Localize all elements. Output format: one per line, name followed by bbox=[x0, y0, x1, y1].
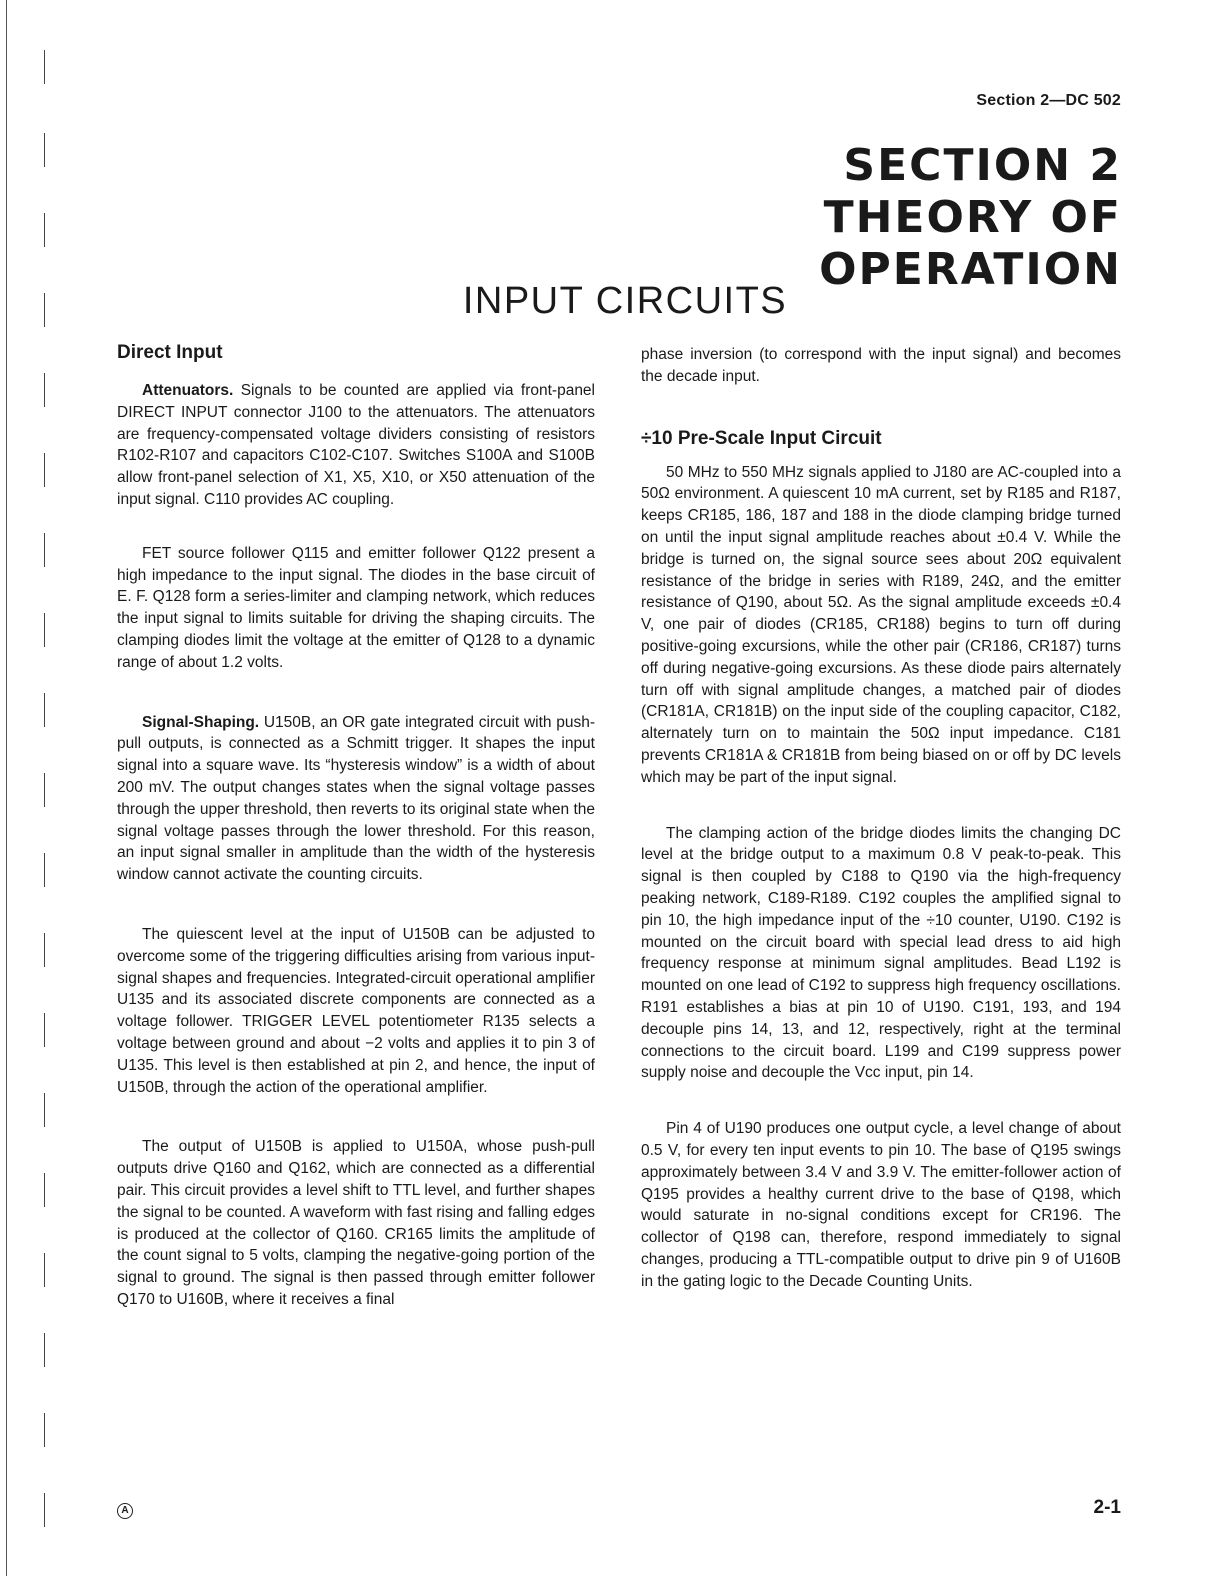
binding-tick bbox=[44, 933, 45, 967]
paragraph: Pin 4 of U190 produces one output cycle, a level change of about 0.5 V, for every ten input events to pin 10. The base of Q195 swings approximately between 3.4 V and 3.9 V. The emitter-follower action of Q195 provides a healthy current drive to the base of Q198, which would saturate in no-signal conditions except for CR196. The collector of Q198 can, therefore, respond immediately to signal changes, producing a TTL-compatible output to drive pin 9 of U160B in the gating logic to the Decade Counting Units. bbox=[641, 1120, 1121, 1290]
section-title bbox=[819, 140, 1122, 296]
binding-tick bbox=[44, 1093, 45, 1127]
right-column bbox=[641, 344, 1121, 1292]
paragraph: The clamping action of the bridge diodes limits the changing DC level at the bridge output to a maximum 0.8 V peak-to-peak. This signal is then coupled by C188 to Q190 via the high-frequency peaking network, C189-R189. C192 couples the amplified signal to pin 10, the high impedance input of the ÷10 counter, U190. C192 is mounted on the circuit board with special lead dress to aid high frequency response at minimum signal amplitudes. Bead L192 is mounted on one lead of C192 to suppress high frequency oscillations. R191 establishes a bias at pin 10 of U190. C191, 193, and 194 decouple pins 14, 13, and 12, respectively, right at the terminal connections to the circuit board. L199 and C199 suppress power supply noise and decouple the Vcc input, pin 14. bbox=[641, 824, 1121, 1082]
publisher-mark: A bbox=[117, 1503, 133, 1519]
paragraph bbox=[117, 712, 595, 886]
left-column bbox=[117, 340, 595, 1311]
binding-tick bbox=[44, 773, 45, 807]
binding-tick bbox=[44, 853, 45, 887]
paragraph bbox=[117, 924, 595, 1098]
paragraph-text: The output of U150B is applied to U150A, whose push-pull outputs drive Q160 and Q162, which are connected as a differential pair. This circuit provides a level shift to TTL level, and further shapes the signal to be counted. A waveform with fast rising and falling edges is produced at the collector of Q160. CR165 limits the amplitude of the count signal to 5 volts, clamping the negative-going portion of the signal to ground. The signal is then passed through emitter follower Q170 to U160B, where it receives a final bbox=[117, 1138, 595, 1308]
paragraph: 50 MHz to 550 MHz signals applied to J180 are AC-coupled into a 50Ω environment. A quiescent 10 mA current, set by R185 and R187, keeps CR185, 186, 187 and 188 in the diode clamping bridge turned on until the input signal amplitude reaches about ±0.4 V. While the bridge is turned on, the signal source sees about 20Ω equivalent resistance of the bridge in series with R189, 24Ω, and the emitter resistance of Q190, about 5Ω. As the signal amplitude exceeds ±0.4 V, one pair of diodes (CR185, CR188) begins to turn off during positive-going excursions, while the other pair (CR186, CR187) turns off during negative-going excursions. As these diode pairs alternately turn off with signal amplitude changes, a matched pair of diodes (CR181A, CR181B) on the input side of the coupling capacitor, C182, alternately turn on to maintain the 50Ω input impedance. C181 prevents CR181A & CR181B from being biased on or off by DC levels which may be part of the input signal. bbox=[641, 463, 1121, 786]
binding-tick bbox=[44, 693, 45, 727]
binding-tick bbox=[44, 1173, 45, 1207]
binding-tick bbox=[44, 533, 45, 567]
run-in-heading: Attenuators. bbox=[142, 382, 234, 399]
section-title-line: SECTION 2 bbox=[843, 140, 1122, 191]
run-in-heading: Signal-Shaping. bbox=[142, 713, 260, 731]
binding-tick bbox=[44, 373, 45, 407]
binding-tick bbox=[44, 1253, 45, 1287]
paragraph bbox=[117, 543, 595, 674]
section-title-line: THEORY OF bbox=[823, 192, 1122, 243]
page-number: 2-1 bbox=[1093, 1497, 1121, 1518]
binding-tick bbox=[44, 1333, 45, 1367]
binding-tick bbox=[44, 1493, 45, 1527]
paragraph-text: Signals to be counted are applied via front-panel DIRECT INPUT connector J100 to the attenuators. The attenuators are frequency-compensated voltage dividers consisting of resistors R102-R107 and capacitors C102-C107. Switches S100A and S100B allow front-panel selection of X1, X5, X10, or X50 attenuation of the input signal. C110 provides AC coupling. bbox=[117, 382, 595, 508]
binding-tick bbox=[44, 1413, 45, 1447]
binding-tick bbox=[44, 613, 45, 647]
binding-marks bbox=[0, 0, 60, 1576]
subsection-heading: Direct Input bbox=[117, 342, 223, 363]
paragraph-text: FET source follower Q115 and emitter follower Q122 present a high impedance to the input signal. The diodes in the base circuit of E. F. Q128 form a series-limiter and clamping network, which reduces the input signal to limits suitable for driving the shaping circuits. The clamping diodes limit the voltage at the emitter of Q128 to a dynamic range of about 1.2 volts. bbox=[117, 544, 595, 671]
running-head: Section 2—DC 502 bbox=[976, 92, 1121, 109]
binding-tick bbox=[44, 453, 45, 487]
section-title-line: OPERATION bbox=[819, 244, 1122, 295]
continuation-paragraph: phase inversion (to correspond with the input signal) and becomes the decade input. bbox=[641, 346, 1121, 385]
binding-tick bbox=[44, 133, 45, 167]
binding-tick bbox=[44, 1013, 45, 1047]
paragraph-text: The quiescent level at the input of U150B can be adjusted to overcome some of the triggering difficulties arising from various input-signal shapes and frequencies. Integrated-circuit operational amplifier U135 and its associated discrete components are connected as a voltage follower. TRIGGER LEVEL potentiometer R135 selects a voltage between ground and about −2 volts and applies it to pin 3 of U135. This level is then established at pin 2, and hence, the input of U150B, through the action of the operational amplifier. bbox=[117, 925, 595, 1096]
page-edge-line bbox=[6, 0, 7, 1576]
subsection-heading: ÷10 Pre-Scale Input Circuit bbox=[641, 427, 882, 449]
paragraph bbox=[117, 380, 595, 511]
paragraph bbox=[117, 1136, 595, 1310]
binding-tick bbox=[44, 50, 45, 84]
page-heading: INPUT CIRCUITS bbox=[462, 280, 788, 322]
binding-tick bbox=[44, 213, 45, 247]
paragraph-text: U150B, an OR gate integrated circuit with push-pull outputs, is connected as a Schmitt trigger. It shapes the input signal into a square wave. Its “hysteresis window” is a width of about 200 mV. The output changes states when the signal voltage passes through the upper threshold, then reverts to its original state when the signal voltage passes through the lower threshold. For this reason, an input signal smaller in amplitude than the width of the hysteresis window cannot activate the counting circuits. bbox=[117, 713, 595, 884]
